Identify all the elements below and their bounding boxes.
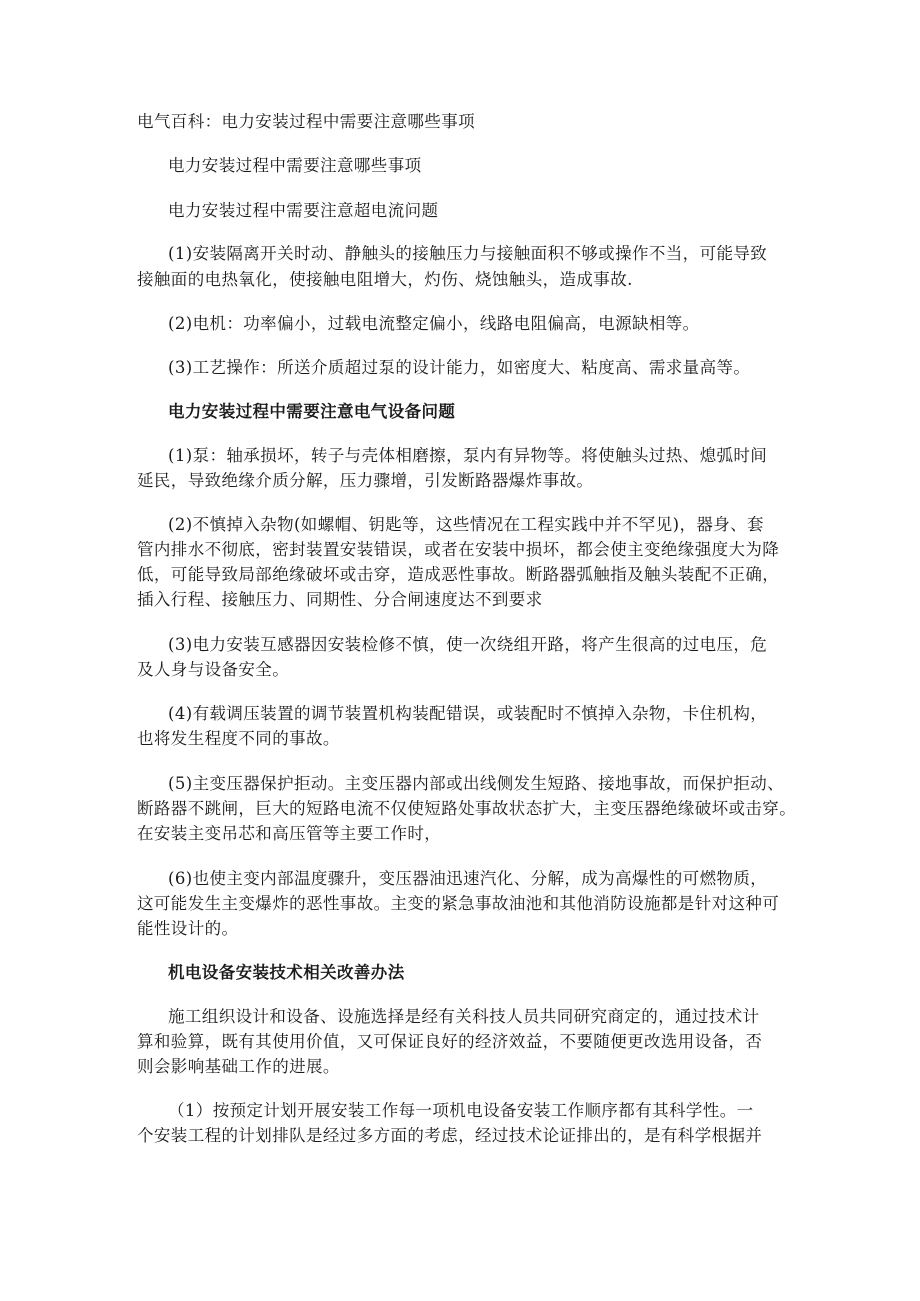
paragraph-line: (6)也使主变内部温度骤升，变压器油迅速汽化、分解，成为高爆性的可燃物质， bbox=[168, 869, 768, 888]
paragraph-line: 能性设计的。 bbox=[137, 919, 239, 938]
paragraph-line: (3)工艺操作：所送介质超过泵的设计能力，如密度大、粘度高、需求量高等。 bbox=[168, 358, 751, 377]
paragraph-line: (2)电机：功率偏小，过载电流整定偏小，线路电阻偏高，电源缺相等。 bbox=[168, 314, 700, 333]
section-heading-equipment: 电力安装过程中需要注意电气设备问题 bbox=[168, 402, 456, 421]
paragraph-line: 也将发生程度不同的事故。 bbox=[137, 729, 340, 748]
paragraph-line: 管内排水不彻底，密封装置安装错误，或者在安装中损坏，都会使主变绝缘强度大为降 bbox=[137, 540, 780, 559]
paragraph-line: 延民，导致绝缘介质分解，压力骤增，引发断路器爆炸事故。 bbox=[137, 471, 594, 490]
paragraph-line: 这可能发生主变爆炸的恶性事故。主变的紧急事故油池和其他消防设施都是针对这种可 bbox=[137, 894, 780, 913]
paragraph-line: (1)泵：轴承损坏，转子与壳体相磨擦，泵内有异物等。将使触头过热、熄弧时间 bbox=[168, 446, 768, 465]
paragraph-line: (3)电力安装互感器因安装检修不慎，使一次绕组开路，将产生很高的过电压，危 bbox=[168, 635, 768, 654]
paragraph-line: (1)安装隔离开关时动、静触头的接触压力与接触面积不够或操作不当，可能导致 bbox=[168, 244, 768, 263]
paragraph-line: 插入行程、接触压力、同期性、分合闸速度达不到要求 bbox=[137, 590, 543, 609]
paragraph-line: (4)有载调压装置的调节装置机构装配错误，或装配时不慎掉入杂物，卡住机构， bbox=[168, 704, 768, 723]
paragraph-line: （1）按预定计划开展安装工作每一项机电设备安装工作顺序都有其科学性。一 bbox=[168, 1101, 754, 1120]
section-heading-overcurrent: 电力安装过程中需要注意超电流问题 bbox=[168, 201, 439, 220]
paragraph-line: (5)主变压器保护拒动。主变压器内部或出线侧发生短路、接地事故，而保护拒动、 bbox=[168, 774, 785, 793]
paragraph-line: 低，可能导致局部绝缘破坏或击穿，造成恶性事故。断路器弧触指及触头装配不正确， bbox=[137, 565, 780, 584]
paragraph-line: 断路器不跳闸，巨大的短路电流不仅使短路处事故状态扩大，主变压器绝缘破坏或击穿。 bbox=[137, 799, 797, 818]
paragraph-line: 算和验算，既有其使用价值，又可保证良好的经济效益，不要随便更改选用设备，否 bbox=[137, 1032, 763, 1051]
paragraph-line: 个安装工程的计划排队是经过多方面的考虑，经过技术论证排出的，是有科学根据并 bbox=[137, 1126, 763, 1145]
document-title: 电气百科：电力安装过程中需要注意哪些事项 bbox=[137, 112, 475, 131]
paragraph-line: 在安装主变吊芯和高压管等主要工作时， bbox=[137, 824, 442, 843]
paragraph-line: 接触面的电热氧化，使接触电阻增大，灼伤、烧蚀触头，造成事故. bbox=[137, 270, 633, 289]
paragraph-line: 则会影响基础工作的进展。 bbox=[137, 1057, 340, 1076]
document-subtitle: 电力安装过程中需要注意哪些事项 bbox=[168, 156, 422, 175]
paragraph-line: (2)不慎掉入杂物(如螺帽、钥匙等，这些情况在工程实践中并不罕见)，器身、套 bbox=[168, 515, 764, 534]
paragraph-line: 施工组织设计和设备、设施选择是经有关科技人员共同研究商定的，通过技术计 bbox=[168, 1007, 760, 1026]
section-heading-improvement: 机电设备安装技术相关改善办法 bbox=[168, 963, 405, 982]
paragraph-line: 及人身与设备安全。 bbox=[137, 660, 290, 679]
